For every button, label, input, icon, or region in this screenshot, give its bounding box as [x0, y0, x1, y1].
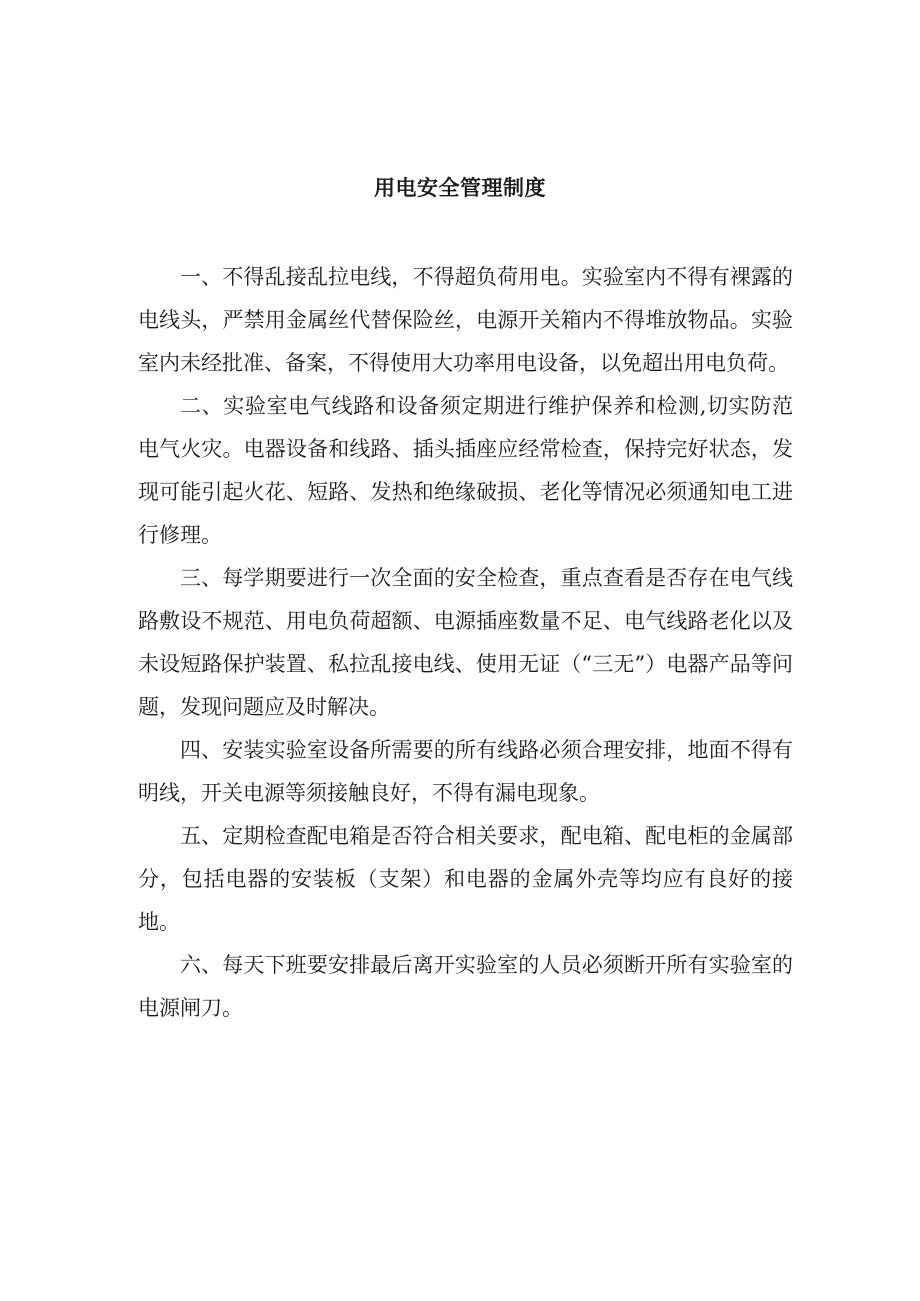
paragraph-4: 四、安装实验室设备所需要的所有线路必须合理安排，地面不得有明线，开关电源等须接触良好，不得有漏电现象。 — [138, 738, 793, 805]
document-body — [138, 256, 793, 1030]
paragraph-5: 五、定期检查配电箱是否符合相关要求，配电箱、配电柜的金属部分，包括电器的安装板（支架）和电器的金属外壳等均应有良好的接地。 — [138, 824, 793, 934]
paragraph-6: 六、每天下班要安排最后离开实验室的人员必须断开所有实验室的电源闸刀。 — [138, 953, 793, 1020]
paragraph-1: 一、不得乱接乱拉电线，不得超负荷用电。实验室内不得有裸露的电线头，严禁用金属丝代替保险丝，电源开关箱内不得堆放物品。实验室内未经批准、备案，不得使用大功率用电设备，以免超出用电负荷。 — [138, 265, 793, 375]
document-title: 用电安全管理制度 — [374, 175, 546, 200]
paragraph-2: 二、实验室电气线路和设备须定期进行维护保养和检测,切实防范电气火灾。电器设备和线路、插头插座应经常检查，保持完好状态，发现可能引起火花、短路、发热和绝缘破损、老化等情况必须通知电工进行修理。 — [138, 394, 793, 547]
paragraph-3: 三、每学期要进行一次全面的安全检查，重点查看是否存在电气线路敷设不规范、用电负荷超额、电源插座数量不足、电气线路老化以及未设短路保护装置、私拉乱接电线、使用无证（“三无”）电器产品等问题，发现问题应及时解决。 — [138, 566, 793, 719]
